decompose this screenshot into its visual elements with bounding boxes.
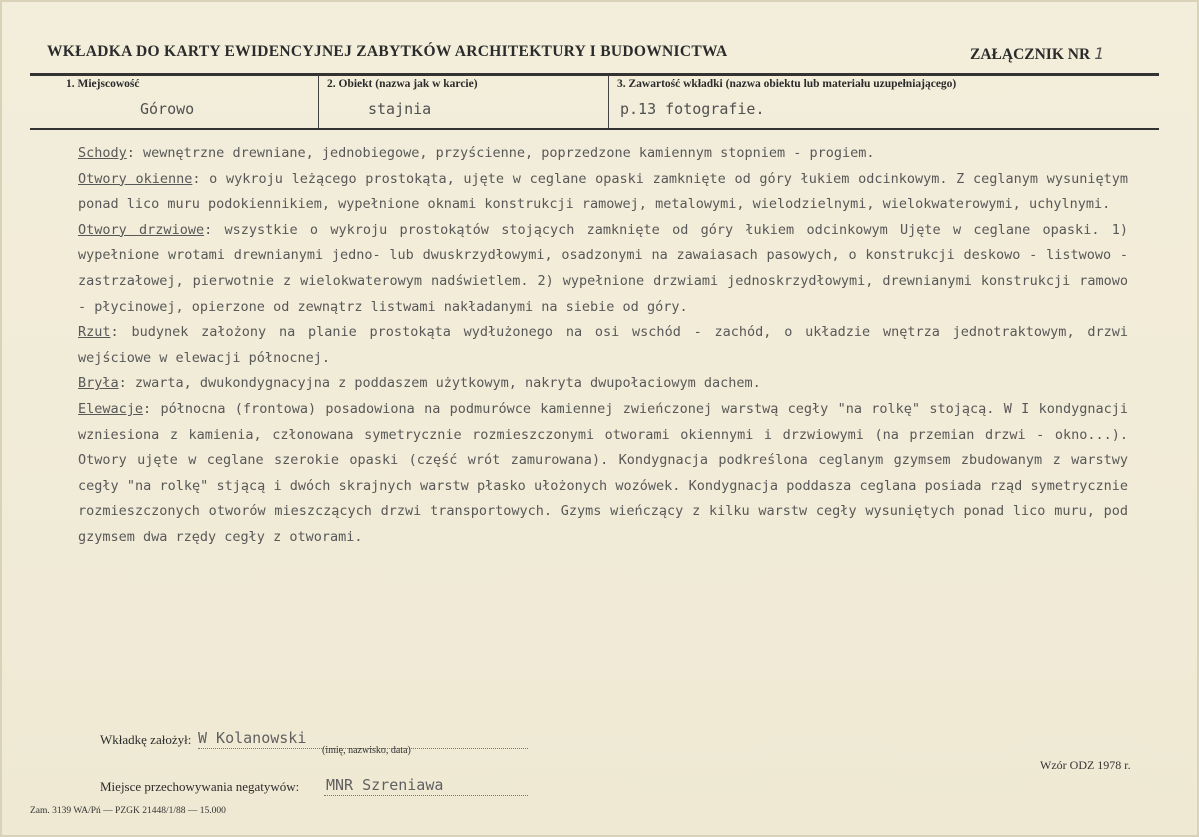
field-value-object: stajnia bbox=[368, 100, 432, 118]
annex-label-text: ZAŁĄCZNIK NR bbox=[970, 46, 1091, 63]
founder-label: Wkładkę założył: bbox=[100, 732, 192, 747]
paragraph-elevations bbox=[78, 397, 1128, 551]
text-doors: : wszystkie o wykroju prostokątów stojących zamknięte od góry łukiem odcinkowym Ujęte w ceglane opaski. 1) wypełnione wrotami drewnianymi jedno- lub dwuskrzydłowymi, osadzonymi na zawaiasach pasowych, o konstrukcji deskowo - listwowo - zastrzałowej, pierwotnie z wielokwaterowym nadświetlem. 2) wypełnione drzwiami jednoskrzydłowymi, drewnianymi konstrukcji ramowo - płycinowej, opierzone od zewnątrz listwami nakładanymi na siebie od góry. bbox=[78, 221, 1128, 315]
text-stairs: : wewnętrzne drewniane, jednobiegowe, przyścienne, poprzedzone kamiennym stopniem - progiem. bbox=[126, 145, 875, 161]
header-rule-top bbox=[30, 73, 1159, 76]
field-label-contents: 3. Zawartość wkładki (nazwa obiektu lub materiału uzupełniającego) bbox=[617, 78, 957, 90]
negatives-label: Miejsce przechowywania negatywów: bbox=[100, 779, 300, 794]
template-note: Wzór ODZ 1978 r. bbox=[1040, 758, 1131, 772]
form-title: WKŁADKA DO KARTY EWIDENCYJNEJ ZABYTKÓW ARCHITEKTURY I BUDOWNICTWA bbox=[47, 43, 728, 60]
text-elevations: : północna (frontowa) posadowiona na podmurówce kamiennej zwieńczonej warstwą cegły "na rolkę" stojącą. W I kondygnacji wzniesiona z kamienia, członowana symetrycznie rozmieszczonymi otworami okiennymi i drzwiowymi (na przemian drzwi - okno...). Otwory ujęte w ceglane szerokie opaski (część wrót zamurowana). Kondygnacja podkreślona ceglanym gzymsem zbudowanym z warstwy cegły "na rolkę" stjącą i dwóch skrajnych warstw płasko ułożonych wozówek. Kondygnacja poddasza ceglana posiada rząd symetrycznie rozmieszczonych otworów mieszczących drzwi transportowych. Gzyms wieńczący z kilku warstw cegły wysuniętych ponad lico muru, pod gzymsem dwa rzędy cegły z otworami. bbox=[78, 400, 1128, 545]
field-label-object: 2. Obiekt (nazwa jak w karcie) bbox=[327, 78, 478, 90]
annex-label bbox=[970, 44, 1104, 64]
description-body bbox=[78, 141, 1128, 551]
paragraph-plan bbox=[78, 320, 1128, 371]
text-massing: : zwarta, dwukondygnacyjna z poddaszem użytkowym, nakryta dwupołaciowym dachem. bbox=[118, 375, 761, 392]
field-value-locality: Górowo bbox=[140, 100, 195, 118]
founder-value: W Kolanowski bbox=[198, 729, 307, 747]
negatives-value: MNR Szreniawa bbox=[326, 776, 444, 794]
founder-hint: (imię, nazwisko, data) bbox=[322, 745, 411, 756]
paragraph-doors bbox=[78, 218, 1128, 320]
heading-elevations: Elewacje bbox=[78, 400, 144, 417]
field-divider-1 bbox=[318, 76, 319, 128]
heading-massing: Bryła bbox=[78, 375, 119, 392]
header-rule-bottom bbox=[30, 128, 1159, 130]
heading-windows: Otwory okienne bbox=[78, 170, 193, 187]
heading-plan: Rzut bbox=[78, 324, 111, 341]
paragraph-stairs bbox=[78, 141, 1128, 167]
negatives-dotline bbox=[324, 795, 528, 796]
text-windows: : o wykroju leżącego prostokąta, ujęte w ceglane opaski zamknięte od góry łukiem odcinkowym. Z ceglanym wysuniętym ponad lico muru podokiennikiem, wypełnione oknami konstrukcji ramowej, metalowymi, wielodzielnymi, wielokwaterowymi, uchylnymi. bbox=[78, 170, 1128, 213]
heading-doors: Otwory drzwiowe bbox=[78, 221, 205, 238]
text-plan: : budynek założony na planie prostokąta wydłużonego na osi wschód - zachód, o układzie wnętrza jednotraktowym, drzwi wejściowe w elewacji północnej. bbox=[78, 324, 1128, 366]
paragraph-massing bbox=[78, 371, 1128, 397]
heading-stairs: Schody bbox=[78, 145, 127, 161]
field-label-locality: 1. Miejscowość bbox=[66, 78, 140, 90]
paragraph-windows bbox=[78, 167, 1128, 218]
annex-number: 1 bbox=[1094, 44, 1104, 63]
field-divider-2 bbox=[608, 76, 609, 128]
order-note: Zam. 3139 WA/Pń — PZGK 21448/1/88 — 15.000 bbox=[30, 806, 226, 816]
field-value-contents: p.13 fotografie. bbox=[620, 100, 765, 118]
